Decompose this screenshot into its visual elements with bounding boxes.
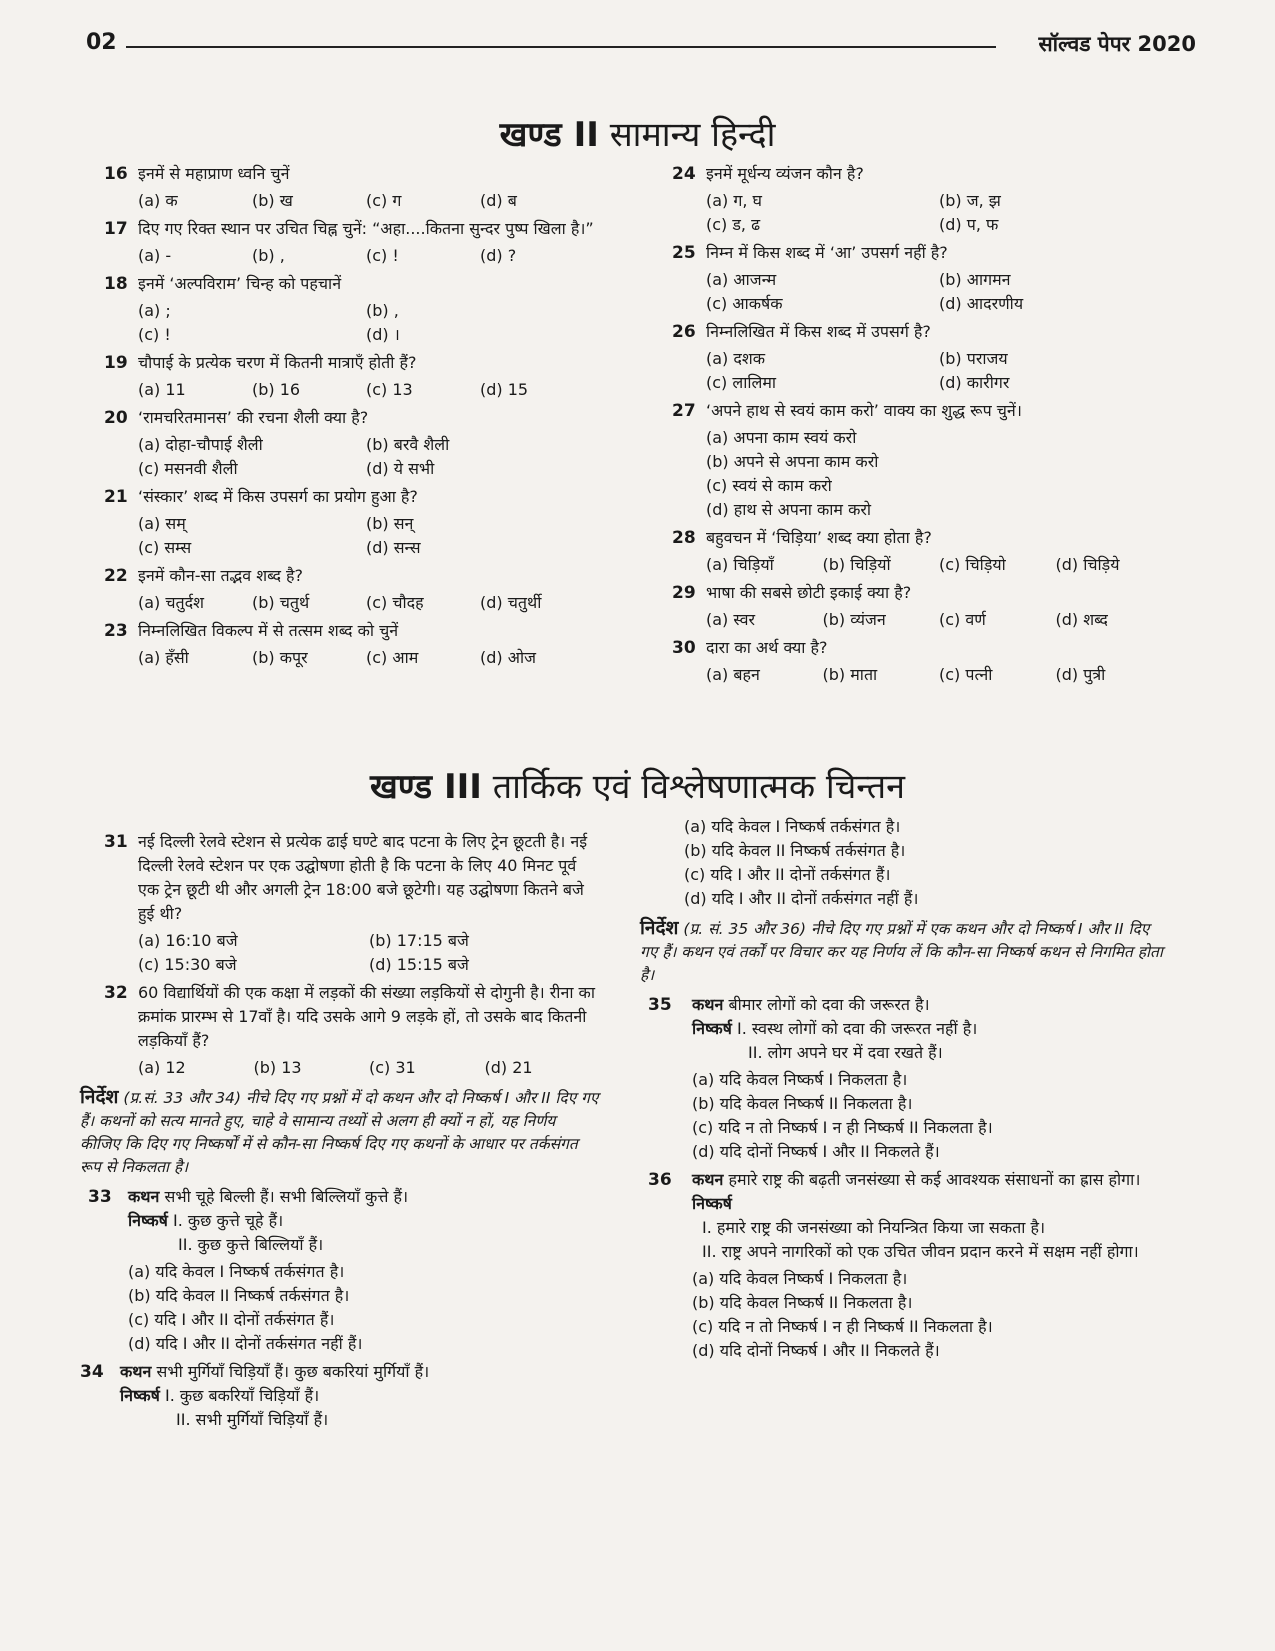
conclusion-2: II. राष्ट्र अपने नागरिकों को एक उचित जीवन प्रदान करने में सक्षम नहीं होगा।	[702, 1242, 1139, 1261]
question-number: 18	[104, 274, 128, 294]
question-number: 30	[672, 638, 696, 658]
question-number: 31	[104, 832, 128, 852]
option: (b) 13	[253, 1058, 302, 1077]
question-20	[104, 406, 594, 481]
section-3-label: खण्ड III	[369, 767, 482, 807]
question-29	[672, 581, 1172, 632]
statement-text: सभी मुर्गियाँ चिड़ियाँ हैं। कुछ बकरियां मुर्गियाँ हैं।	[156, 1362, 430, 1381]
question-text: दिए गए रिक्त स्थान पर उचित चिह्न चुनें: “अहा....कितना सुन्दर पुष्प खिला है।”	[138, 219, 594, 238]
option: (a) स्वर	[706, 610, 756, 629]
option: (a) हँसी	[138, 648, 189, 667]
question-number: 28	[672, 528, 696, 548]
question-text: निम्नलिखित में किस शब्द में उपसर्ग है?	[706, 322, 931, 341]
question-number: 25	[672, 243, 696, 263]
question-25	[672, 241, 1172, 316]
question-34	[80, 1360, 600, 1432]
option: (d) चतुर्थी	[480, 593, 542, 612]
option: (b) व्यंजन	[822, 610, 886, 629]
options	[138, 646, 594, 670]
option: (c) आम	[366, 648, 419, 667]
question-34-options	[640, 815, 1170, 911]
conclusion-2: II. लोग अपने घर में दवा रखते हैं।	[748, 1043, 943, 1062]
option: (d) प, फ	[939, 215, 999, 234]
option: (c) ग	[366, 191, 402, 210]
option: (d) ब	[480, 191, 517, 210]
option: (a) दोहा-चौपाई शैली	[138, 435, 263, 454]
option: (b) ज, झ	[939, 191, 1001, 210]
option: (a) क	[138, 191, 178, 210]
option: (c) स्वयं से काम करो	[706, 476, 832, 495]
option: (b) यदि केवल निष्कर्ष II निकलता है।	[692, 1293, 913, 1312]
option: (b) बरवै शैली	[366, 435, 450, 454]
option: (d) हाथ से अपना काम करो	[706, 500, 872, 519]
question-number: 35	[648, 995, 672, 1015]
conclusion-2: II. सभी मुर्गियाँ चिड़ियाँ हैं।	[176, 1410, 329, 1429]
question-number: 19	[104, 353, 128, 373]
option: (b) चिड़ियों	[822, 555, 891, 574]
options	[138, 244, 594, 268]
question-33	[88, 1185, 600, 1356]
option: (c) 15:30 बजे	[138, 955, 237, 974]
section-2-right-column	[672, 162, 1172, 691]
option: (d) ये सभी	[366, 459, 435, 478]
option: (b) चतुर्थ	[252, 593, 310, 612]
option: (d) आदरणीय	[939, 294, 1024, 313]
question-number: 22	[104, 566, 128, 586]
conclusion-1: I. कुछ कुत्ते चूहे हैं।	[172, 1211, 284, 1230]
question-23	[104, 619, 594, 670]
page-header	[86, 28, 1196, 68]
option: (b) पराजय	[939, 349, 1008, 368]
option: (c) ड, ढ	[706, 215, 761, 234]
option: (d) चिड़िये	[1055, 555, 1120, 574]
options	[138, 929, 600, 977]
option: (a) अपना काम स्वयं करो	[706, 428, 857, 447]
question-24	[672, 162, 1172, 237]
option: (c) चिड़ियो	[939, 555, 1006, 574]
option: (b) ,	[252, 246, 285, 265]
option: (b) माता	[822, 665, 878, 684]
section-3-heading	[0, 762, 1275, 808]
question-text: इनमें से महाप्राण ध्वनि चुनें	[138, 164, 290, 183]
option: (a) यदि केवल निष्कर्ष I निकलता है।	[692, 1070, 908, 1089]
question-36	[648, 1168, 1170, 1363]
option: (a) आजन्म	[706, 270, 777, 289]
options	[706, 663, 1172, 687]
question-21	[104, 485, 594, 560]
options	[706, 347, 1172, 395]
question-number: 23	[104, 621, 128, 641]
option: (b) यदि केवल II निष्कर्ष तर्कसंगत है।	[128, 1286, 350, 1305]
option: (a) 11	[138, 380, 186, 399]
option: (c) लालिमा	[706, 373, 777, 392]
question-18	[104, 272, 594, 347]
option: (d) कारीगर	[939, 373, 1010, 392]
option: (c) चौदह	[366, 593, 424, 612]
option: (b) यदि केवल II निष्कर्ष तर्कसंगत है।	[684, 841, 906, 860]
conclusion-label: निष्कर्ष	[120, 1386, 160, 1405]
option: (c) पत्नी	[939, 665, 993, 684]
question-text: ‘अपने हाथ से स्वयं काम करो’ वाक्य का शुद्ध रूप चुनें।	[706, 401, 1022, 420]
options	[138, 433, 594, 481]
option: (d) शब्द	[1055, 610, 1108, 629]
option: (a) चतुर्दश	[138, 593, 205, 612]
conclusion-label: निष्कर्ष	[128, 1211, 168, 1230]
header-rule	[126, 46, 996, 48]
statement-text: सभी चूहे बिल्ली हैं। सभी बिल्लियाँ कुत्ते हैं।	[164, 1187, 409, 1206]
option: (d) ?	[480, 246, 517, 265]
question-number: 34	[80, 1362, 104, 1382]
question-number: 29	[672, 583, 696, 603]
option: (c) 31	[369, 1058, 416, 1077]
option: (a) ;	[138, 301, 171, 320]
section-2-left-column	[104, 162, 594, 674]
question-text: इनमें मूर्धन्य व्यंजन कौन है?	[706, 164, 864, 183]
option: (a) ग, घ	[706, 191, 763, 210]
conclusion-label: निष्कर्ष	[692, 1194, 732, 1213]
question-35	[648, 993, 1170, 1164]
conclusion-2: II. कुछ कुत्ते बिल्लियाँ हैं।	[178, 1235, 324, 1254]
question-31	[104, 830, 600, 977]
option: (b) आगमन	[939, 270, 1011, 289]
options	[128, 1260, 600, 1356]
option: (b) यदि केवल निष्कर्ष II निकलता है।	[692, 1094, 913, 1113]
question-text: बहुवचन में ‘चिड़िया’ शब्द क्या होता है?	[706, 528, 932, 547]
question-text: ‘रामचरितमानस’ की रचना शैली क्या है?	[138, 408, 369, 427]
options	[692, 1267, 1170, 1363]
question-19	[104, 351, 594, 402]
question-text: इनमें ‘अल्पविराम’ चिन्ह को पहचानें	[138, 274, 342, 293]
option: (d) यदि I और II दोनों तर्कसंगत नहीं हैं।	[128, 1334, 363, 1353]
option: (d) पुत्री	[1055, 665, 1106, 684]
question-text: निम्नलिखित विकल्प में से तत्सम शब्द को चुनें	[138, 621, 399, 640]
option: (b) कपूर	[252, 648, 308, 667]
options	[138, 378, 594, 402]
option: (d) ओज	[480, 648, 536, 667]
question-number: 24	[672, 164, 696, 184]
option: (a) 12	[138, 1058, 186, 1077]
question-number: 36	[648, 1170, 672, 1190]
conclusion-1: I. स्वस्थ लोगों को दवा की जरूरत नहीं है।	[736, 1019, 978, 1038]
question-30	[672, 636, 1172, 687]
statement-text: हमारे राष्ट्र की बढ़ती जनसंख्या से कई आवश्यक संसाधनों का ह्रास होगा।	[728, 1170, 1141, 1189]
option: (d) यदि दोनों निष्कर्ष I और II निकलते हैं।	[692, 1341, 940, 1360]
options	[706, 189, 1172, 237]
options	[138, 189, 594, 213]
option: (a) -	[138, 246, 172, 265]
options	[138, 512, 594, 560]
section-2-label: खण्ड II	[499, 115, 599, 155]
question-text: चौपाई के प्रत्येक चरण में कितनी मात्राएँ होती हैं?	[138, 353, 417, 372]
option: (c) यदि न तो निष्कर्ष I न ही निष्कर्ष II निकलता है।	[692, 1118, 993, 1137]
option: (a) यदि केवल I निष्कर्ष तर्कसंगत है।	[684, 817, 901, 836]
question-26	[672, 320, 1172, 395]
question-number: 32	[104, 983, 128, 1003]
option: (a) दशक	[706, 349, 766, 368]
instruction-35-36	[640, 917, 1170, 987]
question-16	[104, 162, 594, 213]
option: (a) सम्	[138, 514, 186, 533]
option: (d) 15:15 बजे	[369, 955, 469, 974]
question-number: 26	[672, 322, 696, 342]
options	[692, 1068, 1170, 1164]
conclusion-1: I. कुछ बकरियाँ चिड़ियाँ हैं।	[164, 1386, 320, 1405]
question-text: नई दिल्ली रेलवे स्टेशन से प्रत्येक ढाई घण्टे बाद पटना के लिए ट्रेन छूटती है। नई दिल्ली रेलवे स्टेशन पर एक उद्घोषणा होती है कि पटना के लिए 40 मिनट पूर्व एक ट्रेन छूटी थी और अगली ट्रेन 18:00 बजे छूटेगी। यह उद्घोषणा कितने बजे हुई थी?	[138, 832, 588, 923]
instruction-text: (प्र.सं. 33 और 34) नीचे दिए गए प्रश्नों में दो कथन और दो निष्कर्ष I और II दिए गए हैं। कथनों को सत्य मानते हुए, चाहे वे सामान्य तथ्यों से अलग ही क्यों न हों, यह निर्णय कीजिए कि दिए गए निष्कर्षों में से कौन-सा निष्कर्ष दिए गए कथनों के आधार पर तर्कसंगत रूप से निकलता है।	[80, 1089, 599, 1176]
question-22	[104, 564, 594, 615]
instruction-label: निर्देश	[80, 1086, 119, 1108]
option: (a) 16:10 बजे	[138, 931, 238, 950]
options	[706, 553, 1172, 577]
option: (c) 13	[366, 380, 413, 399]
question-text: ‘संस्कार’ शब्द में किस उपसर्ग का प्रयोग हुआ है?	[138, 487, 418, 506]
option: (c) यदि I और II दोनों तर्कसंगत हैं।	[128, 1310, 335, 1329]
option: (b) ख	[252, 191, 293, 210]
options	[138, 1056, 600, 1080]
question-number: 16	[104, 164, 128, 184]
option: (a) बहन	[706, 665, 760, 684]
question-27	[672, 399, 1172, 522]
option: (c) आकर्षक	[706, 294, 783, 313]
section-3-left-column	[80, 830, 600, 1432]
options	[138, 299, 594, 347]
option: (d) सन्स	[366, 538, 421, 557]
statement-label: कथन	[692, 995, 724, 1014]
option: (a) चिड़ियाँ	[706, 555, 774, 574]
option: (a) यदि केवल I निष्कर्ष तर्कसंगत है।	[128, 1262, 345, 1281]
statement-label: कथन	[128, 1187, 160, 1206]
statement-label: कथन	[120, 1362, 152, 1381]
statement-label: कथन	[692, 1170, 724, 1189]
section-2-heading	[0, 110, 1275, 156]
page-number: 02	[86, 30, 117, 55]
options	[138, 591, 594, 615]
question-17	[104, 217, 594, 268]
option: (c) यदि न तो निष्कर्ष I न ही निष्कर्ष II निकलता है।	[692, 1317, 993, 1336]
option: (c) यदि I और II दोनों तर्कसंगत हैं।	[684, 865, 891, 884]
option: (c) वर्ण	[939, 610, 986, 629]
section-3-title: तार्किक एवं विश्लेषणात्मक चिन्तन	[492, 767, 906, 807]
option: (b) सन्	[366, 514, 414, 533]
question-text: दारा का अर्थ क्या है?	[706, 638, 828, 657]
option: (b) अपने से अपना काम करो	[706, 452, 879, 471]
section-3-right-column	[640, 812, 1170, 1367]
option: (d) यदि I और II दोनों तर्कसंगत नहीं हैं।	[684, 889, 919, 908]
option: (d) यदि दोनों निष्कर्ष I और II निकलते हैं।	[692, 1142, 940, 1161]
option: (b) 16	[252, 380, 301, 399]
option: (c) !	[138, 325, 171, 344]
option: (a) यदि केवल निष्कर्ष I निकलता है।	[692, 1269, 908, 1288]
question-number: 20	[104, 408, 128, 428]
question-text: निम्न में किस शब्द में ‘आ’ उपसर्ग नहीं है?	[706, 243, 948, 262]
options	[706, 426, 1172, 522]
options	[706, 608, 1172, 632]
option: (d) 15	[480, 380, 529, 399]
question-text: भाषा की सबसे छोटी इकाई क्या है?	[706, 583, 912, 602]
option: (b) ,	[366, 301, 399, 320]
instruction-33-34	[80, 1086, 600, 1179]
question-number: 33	[88, 1187, 112, 1207]
question-32	[104, 981, 600, 1080]
question-28	[672, 526, 1172, 577]
conclusion-label: निष्कर्ष	[692, 1019, 732, 1038]
instruction-label: निर्देश	[640, 917, 679, 939]
option: (c) मसनवी शैली	[138, 459, 238, 478]
option: (d) ।	[366, 325, 400, 344]
book-title: सॉल्वड पेपर 2020	[1038, 32, 1196, 56]
option: (c) सम्स	[138, 538, 192, 557]
conclusion-1: I. हमारे राष्ट्र की जनसंख्या को नियन्त्रित किया जा सकता है।	[702, 1218, 1046, 1237]
option: (c) !	[366, 246, 399, 265]
question-text: 60 विद्यार्थियों की एक कक्षा में लड़कों की संख्या लड़कियों से दोगुनी है। रीना का क्रमांक प्रारम्भ से 17वाँ है। यदि उसके आगे 9 लड़के हों, तो उसके बाद कितनी लड़कियाँ हैं?	[138, 983, 595, 1050]
question-number: 27	[672, 401, 696, 421]
options	[706, 268, 1172, 316]
question-text: इनमें कौन-सा तद्भव शब्द है?	[138, 566, 304, 585]
instruction-text: (प्र. सं. 35 और 36) नीचे दिए गए प्रश्नों में एक कथन और दो निष्कर्ष I और II दिए गए हैं। कथन एवं तर्कों पर विचार कर यह निर्णय लें कि कौन-सा निष्कर्ष कथन से निगमित होता है।	[640, 920, 1163, 984]
section-2-title: सामान्य हिन्दी	[609, 115, 776, 155]
statement-text: बीमार लोगों को दवा की जरूरत है।	[728, 995, 930, 1014]
question-number: 17	[104, 219, 128, 239]
option: (d) 21	[484, 1058, 533, 1077]
question-number: 21	[104, 487, 128, 507]
option: (b) 17:15 बजे	[369, 931, 469, 950]
